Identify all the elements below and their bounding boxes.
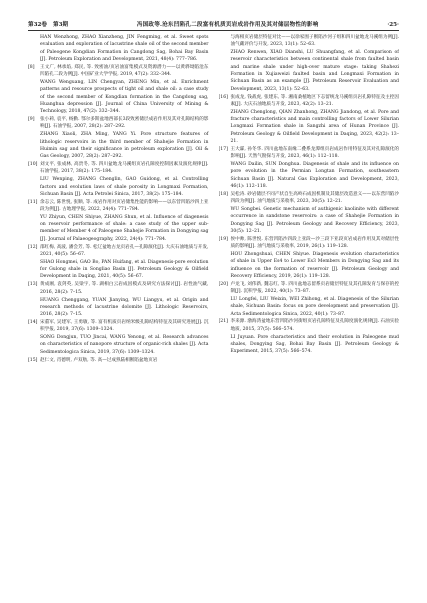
reference-text: WU Songbei. Genetic mechanism of authigenic kaolinite with different occurrence in sandstone reservoirs: a case of Shahejie Formation in Dongying Sag [J]. Petroleum Geology and Recovery Efficiency, 2023, 30(5): 12–21. <box>230 206 399 234</box>
reference-number: [19] <box>218 236 228 242</box>
right-column <box>219 34 400 591</box>
reference-entry <box>28 357 209 364</box>
reference-entry <box>28 281 209 296</box>
reference-entry <box>219 251 400 280</box>
reference-entry <box>219 34 400 49</box>
running-header <box>28 14 399 31</box>
reference-text: WANG Dailin, SUN Donghua. Diagenesis of shale and its influence on pore evolution in the Permian Longtan Formation, southeastern Sichuan Basin [J]. Natural Gas Exploration and Development, 2023, 46(1): 112–118. <box>230 162 399 189</box>
reference-text: 侯中帅, 陈世悦. 东营凹陷沙四段上亚段—沙三段下亚段页岩成岩作用及其对储层性质的影响[J]. 油气地质与采收率, 2019, 26(1): 119–128. <box>230 236 399 250</box>
reference-number: [12] <box>28 244 38 250</box>
reference-number: [9] <box>28 117 35 123</box>
reference-text: 王文广, 林承焰, 郑民, 等. 致密油/页岩油富集模式及资源潜力——以黄骅坳陷沧东凹陷孔二段为例[J]. 中国矿业大学学报, 2019, 47(2): 332–344. <box>40 64 209 78</box>
reference-entry <box>219 318 400 333</box>
reference-number <box>219 334 231 356</box>
reference-text: ZHANG Chenglong, QIAN Zhanhong, ZHANG Jiandong, et al. Pore and fracture characteristics and main controlling factors of Lower Silurian Longmaxi Formation shale in Sangzhi area of Hunan Province [J]. Petroleum Geology & Oilfield Development in Daqing, 2023, 42(2): 13–21. <box>230 109 399 144</box>
reference-number: [8] <box>28 64 35 70</box>
reference-text: 张成龙, 钱战虎, 张建东, 等. 湘南桑植地区下志留统龙马溪组页岩孔隙特征及主控因素[J]. 大庆石油地质与开发, 2023, 42(2): 13–21. <box>230 94 399 107</box>
reference-text: 张小莉, 袁平, 杨勤. 鄂尔多斯盆地西部长3段致密储层成岩作用及其对孔隙结构的影响[J]. 石油学报, 2007, 28(2): 287–292. <box>40 117 209 130</box>
reference-number <box>28 297 40 319</box>
reference-entry <box>219 236 400 251</box>
reference-text: SHAO Hongmei, GAO Bo, PAN Huifang, et al. Diagenesis-pore evolution for Gulong shale in Songliao Basin [J]. Petroleum Geology & Oilfield Development in Daqing, 2021, 40(5): 56–67. <box>40 259 209 280</box>
reference-entry <box>28 131 209 160</box>
reference-entry <box>219 161 400 190</box>
reference-number <box>28 334 40 356</box>
page-number: ·25· <box>387 22 399 28</box>
reference-text: 余志云, 陈世悦, 张顺, 等. 成岩作用对页岩储集性能的影响——以东营凹陷沙四上亚段为例[J]. 古地理学报, 2022, 24(4): 771–784. <box>40 199 209 212</box>
reference-entry <box>28 161 209 176</box>
reference-entry <box>28 244 209 259</box>
reference-text: 刘文平, 张成林, 高贵冬, 等. 四川盆地龙马溪组页岩孔隙度控制因素及演化规律[J]. 石油学报, 2017, 38(2): 175–184. <box>40 162 209 175</box>
reference-text: ZHAO Renwen, XIAO Dianshi, LU Shuangfang, et al. Comparison of reservoir characteristics between continental shale from faulted basin and marine shale under high-over mature stage: taking Shahezi Formation in Xujiaweizi faulted basin and Longmaxi Formation in Sichuan Basin as an example [J]. Petroleum Reservoir Evaluation and Development, 2023, 13(1): 52–63. <box>230 50 399 92</box>
reference-number: [17] <box>218 146 228 152</box>
reference-text: HOU Zhongshuai, CHEN Shiyue. Diagenesis evolution characteristics of shale in Upper Es4 to Lower Es3 Members in Dongying Sag and its influence on the formation of reservoir [J]. Petroleum Geology and Recovery Efficiency, 2019, 26(1): 119–128. <box>230 251 399 279</box>
reference-entry <box>219 94 400 109</box>
reference-number: [16] <box>218 94 228 100</box>
reference-entry <box>28 259 209 281</box>
reference-entry <box>28 319 209 334</box>
reference-text: 邵红梅, 高波, 潘会芳, 等. 松辽盆地古龙页岩孔—孔隙演化[J]. 大庆石油地质与开发, 2021, 40(5): 56–67. <box>40 244 209 257</box>
reference-text: ZHANG Xiaoli, ZHA Ming, YANG Yi. Pore structure features of lithologic reservoirs in the third member of Shahejie Formation in Huimin sag and their significance in petroleum exploration [J]. Oil & Gas Geology, 2007, 28(2): 287–292. <box>40 132 209 160</box>
reference-entry <box>219 281 400 296</box>
reference-number <box>219 161 231 190</box>
volume-issue <box>28 20 68 28</box>
reference-entry <box>28 214 209 243</box>
reference-text: 卢龙飞, 刘伟新, 魏志红, 等. 四川盆地志留系页岩储层特征及其孔隙发育与保存的控制[J]. 沉积学报, 2022, 40(1): 73–87. <box>230 281 399 295</box>
reference-text: LI Juyuan. Pore characteristics and their evolution in Paleogene mud shales, Dongying Sag, Bohai Bay Basin [J]. Petroleum Geology & Experiment, 2015, 37(5): 566–574. <box>230 334 399 355</box>
reference-text: 王大霖, 孙冬华. 四川盆地东南缘二叠系龙潭组页岩成岩作用特征及其对孔隙演化的影响[J]. 天然气勘探与开发, 2023, 46(1): 112–118. <box>230 146 399 160</box>
reference-entry <box>28 297 209 319</box>
reference-text: 黄成刚, 袁剑英, 吴梁宇, 等. 湖相白云岩成因模式及研究方法探讨[J]. 岩性油气藏, 2016, 28(2): 7–15. <box>40 282 209 295</box>
volume-label: 第32卷 <box>28 22 47 28</box>
references-body <box>28 34 399 591</box>
reference-text: YU Zhiyun, CHEN Shiyue, ZHANG Shun, et al. Influence of diagenesis on reservoir performance of shale: a case study of the upper sub-member of Member 4 of Paleogene Shahejie Formation in Dongying sag [J]. Journal of Palaeogeography, 2022, 24(4): 771–784. <box>40 214 209 242</box>
left-column <box>28 34 209 591</box>
reference-number <box>219 251 231 280</box>
reference-text: 宋董军, 吴建军, 王勇敏, 等. 富有机质页岩纳米级孔隙结构特征及其研究进展[J]. 沉积学报, 2019, 37(6): 1309–1324. <box>40 320 209 333</box>
reference-number <box>28 214 40 243</box>
reference-entry <box>28 116 209 131</box>
reference-entry <box>28 176 209 198</box>
running-title: 冯国政等.沧东凹陷孔二段富有机质页岩成岩作用及其对储层物性的影响 <box>136 22 319 28</box>
reference-number <box>219 109 231 145</box>
reference-entry <box>28 199 209 214</box>
reference-number <box>219 34 231 49</box>
reference-text: 吴松涛. 砂岩储层不同产状自生高岭石成因机制及其储层改造意义——以东营凹陷沙四段为例[J]. 油气地质与采收率, 2023, 30(5): 12–21. <box>230 191 399 205</box>
reference-number <box>28 79 40 115</box>
reference-text: 赵仁文, 肖德明, 卢双舫, 等. 高—过成熟陆相断陷盆地页岩 <box>40 357 158 363</box>
reference-number <box>219 296 231 318</box>
reference-number <box>28 259 40 281</box>
reference-text: 与海相页岩储层特征对比——以徐家围子断陷沙河子组和四川盆地龙马溪组为例[J]. 油气藏评价与开发, 2023, 13(1): 52–63. <box>230 35 399 48</box>
reference-text: LIU Wenping, ZHANG Chenglin, GAO Guidong, et al. Controlling factors and evolution laws of shale porosity in Longmaxi Formation, Sichuan Basin [J]. Acta Petrolei Sinica, 2017, 38(2): 175–184. <box>40 177 209 197</box>
reference-text: 李来源. 渤海湾盆地东营凹陷沙河街组页岩孔隙特征及孔隙度演化规律[J]. 石油实验地质, 2015, 37(5): 566–574. <box>230 319 399 332</box>
reference-entry <box>219 191 400 206</box>
reference-number: [20] <box>218 281 228 287</box>
reference-number <box>28 176 40 198</box>
reference-number <box>219 206 231 235</box>
reference-text: HAN Wenzhong, ZHAO Xianzheng, JIN Fengming, et al. Sweet spots evaluation and exploration of lacustrine shale oil of the second member of Paleogene Kongdian Formation in Cangdong Sag, Bohai Bay Basin [J]. Petroleum Exploration and Development, 2021, 48(4): 777–786. <box>40 35 209 62</box>
issue-label: 第3期 <box>52 22 69 28</box>
reference-entry <box>219 146 400 161</box>
reference-number: [13] <box>28 282 38 288</box>
reference-text: SONG Dongjun, TUO Jincai, WANG Yenong, et al. Research advances on characteristics of nanopore structure of organic-rich shales [J]. Acta Sedimentologica Sinica, 2019, 37(6): 1309–1324. <box>40 335 209 355</box>
reference-number: [11] <box>28 199 38 205</box>
reference-number: [10] <box>28 162 38 168</box>
reference-entry <box>219 296 400 318</box>
reference-entry <box>28 79 209 115</box>
reference-number: [18] <box>218 191 228 197</box>
reference-number: [15] <box>28 357 38 363</box>
reference-entry <box>28 34 209 63</box>
reference-entry <box>219 109 400 145</box>
reference-entry <box>219 49 400 93</box>
reference-number: [14] <box>28 320 38 325</box>
reference-entry <box>28 334 209 356</box>
reference-number <box>219 49 231 93</box>
reference-number <box>28 34 40 63</box>
reference-text: WANG Wenguang, LIN Chengyan, ZHENG Min, et al. Enrichment patterns and resource prospects of tight oil and shale oil: a case study of the second member of Kongdian formation in the Cangdong sag, Huanghua depression [J]. Journal of China University of Mining & Technology, 2018, 47(2): 332–344. <box>40 79 209 115</box>
reference-number <box>28 131 40 160</box>
reference-number: [21] <box>218 319 228 325</box>
reference-text: LU Longfei, LIU Weixin, WEI Zhihong, et al. Diagenesis of the Silurian shale, Sichuan Basin: focus on pore development and preservation [J]. Acta Sedimentologica Sinica, 2022, 40(1): 73–87. <box>230 296 399 317</box>
reference-entry <box>28 64 209 79</box>
reference-text: HUANG Chenggang, YUAN Jianying, WU Liangyu, et al. Origin and research methods of lacustrine dolomite [J]. Lithologic Reservoirs, 2016, 28(2): 7–15. <box>40 297 209 318</box>
reference-entry <box>219 206 400 235</box>
reference-entry <box>219 334 400 356</box>
